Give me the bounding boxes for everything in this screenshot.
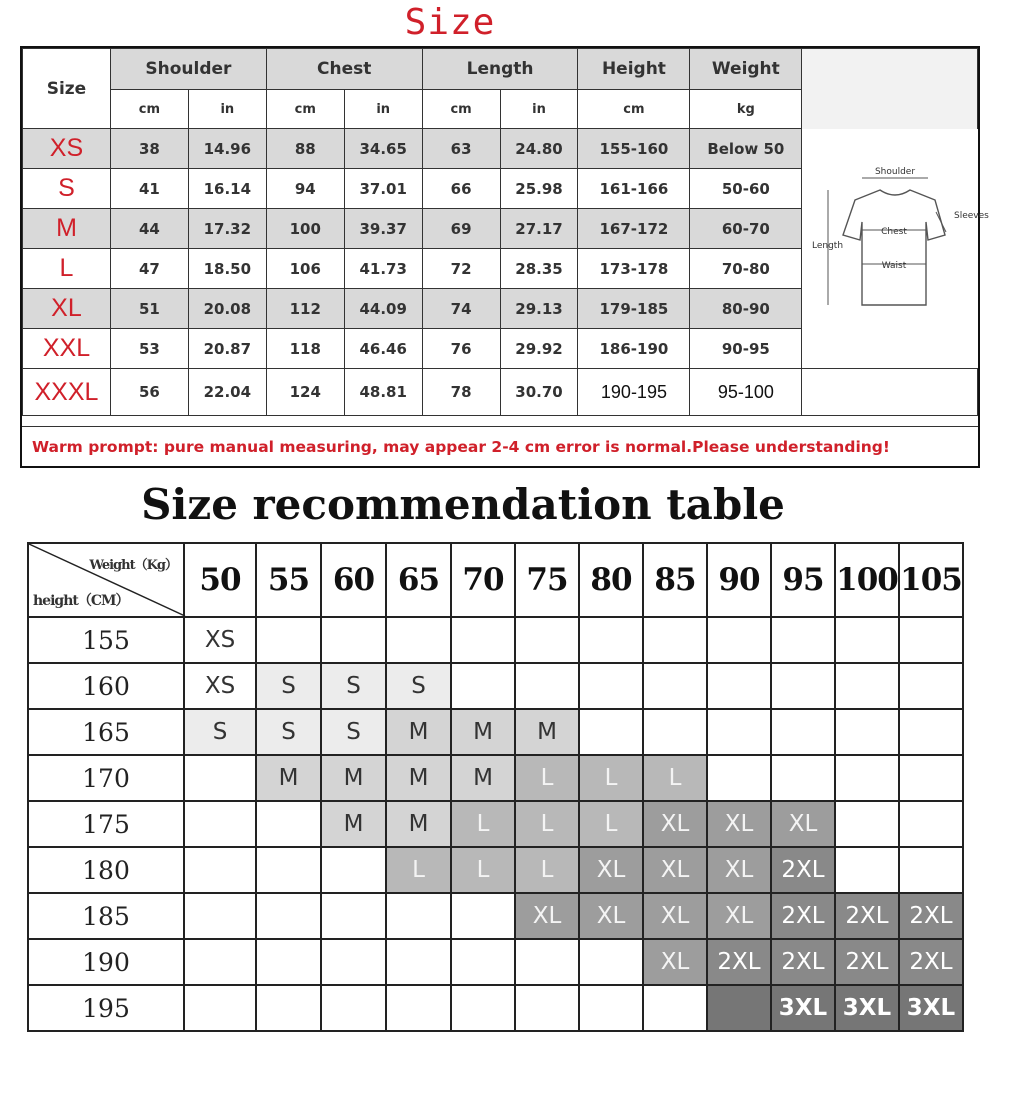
recommended-size-cell: M [451,709,515,755]
recommended-size-cell: S [256,709,321,755]
recommendation-row [28,709,963,755]
recommended-size-cell [256,847,321,893]
measurement-cell: 74 [422,289,500,329]
measurement-cell: 16.14 [188,169,266,209]
recommended-size-cell: L [579,801,643,847]
recommended-size-cell: 2XL [771,847,835,893]
recommended-size-cell [184,893,256,939]
measurement-cell: 69 [422,209,500,249]
measurement-cell: 118 [266,329,344,369]
recommended-size-cell: 3XL [835,985,899,1031]
weight-header-cell: 90 [707,543,771,617]
measurement-cell: 78 [422,369,500,416]
recommended-size-cell [899,617,963,663]
recommended-size-cell: XS [184,617,256,663]
measurement-cell: 25.98 [500,169,578,209]
recommended-size-cell: XL [579,847,643,893]
recommended-size-cell: XS [184,663,256,709]
recommended-size-cell [515,663,579,709]
recommended-size-cell [899,847,963,893]
recommended-size-cell [899,755,963,801]
recommended-size-cell [643,709,707,755]
height-cell: 155 [28,617,184,663]
size-label: XXXL [23,369,111,416]
height-header: Height [578,49,690,90]
measurement-cell: 50-60 [690,169,802,209]
recommended-size-cell [707,709,771,755]
weight-header-cell: 65 [386,543,451,617]
weight-header-cell: 100 [835,543,899,617]
recommended-size-cell [835,801,899,847]
recommendation-title: Size recommendation table [141,480,785,529]
measurement-cell: 27.17 [500,209,578,249]
measurement-cell: 167-172 [578,209,690,249]
size-label: M [23,209,111,249]
height-cell: 195 [28,985,184,1031]
recommended-size-cell [386,985,451,1031]
size-recommendation-table [27,542,964,1032]
height-cell: 190 [28,939,184,985]
measurement-cell: 186-190 [578,329,690,369]
unit-header: cm [266,90,344,129]
weight-header-cell: 75 [515,543,579,617]
recommended-size-cell: XL [643,801,707,847]
measurement-cell: 179-185 [578,289,690,329]
recommended-size-cell [321,617,386,663]
recommended-size-cell: 2XL [771,939,835,985]
unit-header: cm [110,90,188,129]
recommended-size-cell [184,939,256,985]
size-label: S [23,169,111,209]
measurement-cell: 20.87 [188,329,266,369]
recommended-size-cell [643,985,707,1031]
unit-header: in [500,90,578,129]
recommended-size-cell: L [515,755,579,801]
recommended-size-cell [643,617,707,663]
measurement-cell: 41 [110,169,188,209]
measurement-cell: 47 [110,249,188,289]
sleeves-diagram-label: Sleeves [954,211,989,221]
measurement-cell: 18.50 [188,249,266,289]
recommended-size-cell: M [386,801,451,847]
recommended-size-cell: S [321,709,386,755]
recommended-size-cell [321,985,386,1031]
measurement-cell: Below 50 [690,129,802,169]
recommended-size-cell [707,617,771,663]
recommended-size-cell: M [256,755,321,801]
recommended-size-cell: L [643,755,707,801]
measurement-cell: 106 [266,249,344,289]
recommended-size-cell: XL [707,801,771,847]
measurement-cell: 28.35 [500,249,578,289]
measurement-cell: 66 [422,169,500,209]
measurement-cell: 155-160 [578,129,690,169]
recommended-size-cell: M [451,755,515,801]
weight-header-cell: 95 [771,543,835,617]
tshirt-diagram [810,160,989,320]
weight-header-cell: 55 [256,543,321,617]
measurement-cell: 38 [110,129,188,169]
recommended-size-cell: XL [771,801,835,847]
recommendation-row [28,939,963,985]
chest-header: Chest [266,49,422,90]
recommended-size-cell: M [515,709,579,755]
size-chart [20,46,989,468]
recommended-size-cell: M [386,709,451,755]
recommendation-row [28,663,963,709]
recommended-size-cell: 2XL [899,939,963,985]
weight-header: Weight [690,49,802,90]
height-cell: 180 [28,847,184,893]
measurement-cell: 41.73 [344,249,422,289]
size-column-header: Size [23,49,111,129]
size-label: XXL [23,329,111,369]
size-label: XL [23,289,111,329]
recommendation-row [28,847,963,893]
recommended-size-cell: XL [707,847,771,893]
recommended-size-cell: 2XL [771,893,835,939]
waist-diagram-label: Waist [881,261,907,271]
size-row [23,329,978,369]
recommended-size-cell: XL [707,893,771,939]
chest-diagram-label: Chest [881,227,907,237]
recommended-size-cell [451,939,515,985]
shoulder-diagram-label: Shoulder [874,167,916,177]
recommended-size-cell [321,847,386,893]
recommended-size-cell [643,663,707,709]
weight-header-cell: 50 [184,543,256,617]
unit-header: kg [690,90,802,129]
recommended-size-cell [707,755,771,801]
measurement-cell: 90-95 [690,329,802,369]
recommended-size-cell [256,939,321,985]
height-cell: 160 [28,663,184,709]
measurement-cell: 76 [422,329,500,369]
empty-cell [802,369,978,416]
recommended-size-cell [899,663,963,709]
recommended-size-cell [899,801,963,847]
weight-header-cell: 70 [451,543,515,617]
recommended-size-cell [451,617,515,663]
recommended-size-cell: 3XL [899,985,963,1031]
recommended-size-cell [835,847,899,893]
measurement-cell: 94 [266,169,344,209]
recommended-size-cell: XL [643,939,707,985]
recommended-size-cell: S [321,663,386,709]
measurement-cell: 161-166 [578,169,690,209]
unit-header: cm [422,90,500,129]
recommended-size-cell [451,985,515,1031]
recommended-size-cell [184,801,256,847]
recommended-size-cell: L [579,755,643,801]
recommended-size-cell [579,663,643,709]
recommended-size-cell [835,755,899,801]
tshirt-diagram-cell [802,49,978,129]
measurement-cell: 173-178 [578,249,690,289]
recommended-size-cell [451,893,515,939]
recommended-size-cell: S [184,709,256,755]
recommended-size-cell [579,985,643,1031]
measurement-cell: 63 [422,129,500,169]
measurement-cell: 72 [422,249,500,289]
measurement-cell: 20.08 [188,289,266,329]
diagonal-header-cell [28,543,184,617]
length-header: Length [422,49,578,90]
recommendation-row [28,801,963,847]
measurement-cell: 80-90 [690,289,802,329]
recommended-size-cell: M [386,755,451,801]
recommended-size-cell [184,755,256,801]
measurement-cell: 30.70 [500,369,578,416]
recommended-size-cell: 2XL [835,893,899,939]
measurement-cell: 70-80 [690,249,802,289]
recommended-size-cell: L [515,847,579,893]
recommended-size-cell [256,801,321,847]
measurement-cell: 44 [110,209,188,249]
weight-header-cell: 60 [321,543,386,617]
measurement-cell: 37.01 [344,169,422,209]
recommended-size-cell: 3XL [771,985,835,1031]
recommended-size-cell: L [451,847,515,893]
measurement-cell: 34.65 [344,129,422,169]
recommended-size-cell: XL [643,893,707,939]
height-cell: 185 [28,893,184,939]
height-cell: 165 [28,709,184,755]
unit-header: cm [578,90,690,129]
weight-axis-label: Weight（Kg） [89,558,177,573]
size-label: L [23,249,111,289]
size-chart-title: Size [404,2,496,43]
recommended-size-cell [386,617,451,663]
recommended-size-cell [771,709,835,755]
recommended-size-cell [835,617,899,663]
measurement-cell: 88 [266,129,344,169]
measurement-cell: 29.92 [500,329,578,369]
recommended-size-cell [256,617,321,663]
measurement-cell: 95-100 [690,369,802,416]
recommended-size-cell [321,893,386,939]
recommended-size-cell: 2XL [899,893,963,939]
recommended-size-cell [771,755,835,801]
recommended-size-cell: S [256,663,321,709]
unit-header: in [344,90,422,129]
recommended-size-cell [579,939,643,985]
recommendation-row [28,893,963,939]
recommended-size-cell: L [515,801,579,847]
recommended-size-cell [386,939,451,985]
measurement-cell: 60-70 [690,209,802,249]
measurement-cell: 100 [266,209,344,249]
measurement-cell: 190-195 [578,369,690,416]
measurement-cell: 14.96 [188,129,266,169]
recommended-size-cell: XL [643,847,707,893]
recommended-size-cell [515,985,579,1031]
recommended-size-cell [256,893,321,939]
measurement-cell: 51 [110,289,188,329]
recommended-size-cell [707,985,771,1031]
measurement-cell: 39.37 [344,209,422,249]
measurement-cell: 22.04 [188,369,266,416]
recommended-size-cell [579,617,643,663]
shoulder-header: Shoulder [110,49,266,90]
measurement-cell: 44.09 [344,289,422,329]
warm-prompt: Warm prompt: pure manual measuring, may appear 2-4 cm error is normal.Please understanding! [22,426,978,466]
recommended-size-cell [321,939,386,985]
unit-header: in [188,90,266,129]
recommended-size-cell [707,663,771,709]
recommended-size-cell [184,847,256,893]
recommendation-row [28,755,963,801]
recommended-size-cell [835,663,899,709]
length-diagram-label: Length [812,241,844,251]
recommended-size-cell: 2XL [707,939,771,985]
recommended-size-cell: L [386,847,451,893]
recommended-size-cell [771,663,835,709]
recommendation-row [28,985,963,1031]
height-cell: 170 [28,755,184,801]
recommendation-row [28,617,963,663]
recommended-size-cell: L [451,801,515,847]
size-label: XS [23,129,111,169]
recommended-size-cell [386,893,451,939]
measurement-cell: 24.80 [500,129,578,169]
recommended-size-cell [899,709,963,755]
size-row [23,369,978,416]
weight-header-cell: 80 [579,543,643,617]
measurement-cell: 48.81 [344,369,422,416]
recommended-size-cell [835,709,899,755]
measurement-cell: 17.32 [188,209,266,249]
recommended-size-cell [184,985,256,1031]
weight-header-cell: 85 [643,543,707,617]
recommended-size-cell [515,617,579,663]
recommended-size-cell: M [321,801,386,847]
measurement-cell: 124 [266,369,344,416]
measurement-cell: 46.46 [344,329,422,369]
recommended-size-cell: XL [515,893,579,939]
recommended-size-cell: S [386,663,451,709]
recommended-size-cell [256,985,321,1031]
recommended-size-cell [579,709,643,755]
measurement-cell: 56 [110,369,188,416]
recommended-size-cell [515,939,579,985]
recommended-size-cell: M [321,755,386,801]
measurement-cell: 29.13 [500,289,578,329]
height-axis-label: height（CM） [33,593,129,609]
measurement-cell: 112 [266,289,344,329]
measurement-cell: 53 [110,329,188,369]
recommended-size-cell: XL [579,893,643,939]
weight-header-cell: 105 [899,543,963,617]
recommended-size-cell [771,617,835,663]
height-cell: 175 [28,801,184,847]
recommended-size-cell [451,663,515,709]
recommended-size-cell: 2XL [835,939,899,985]
